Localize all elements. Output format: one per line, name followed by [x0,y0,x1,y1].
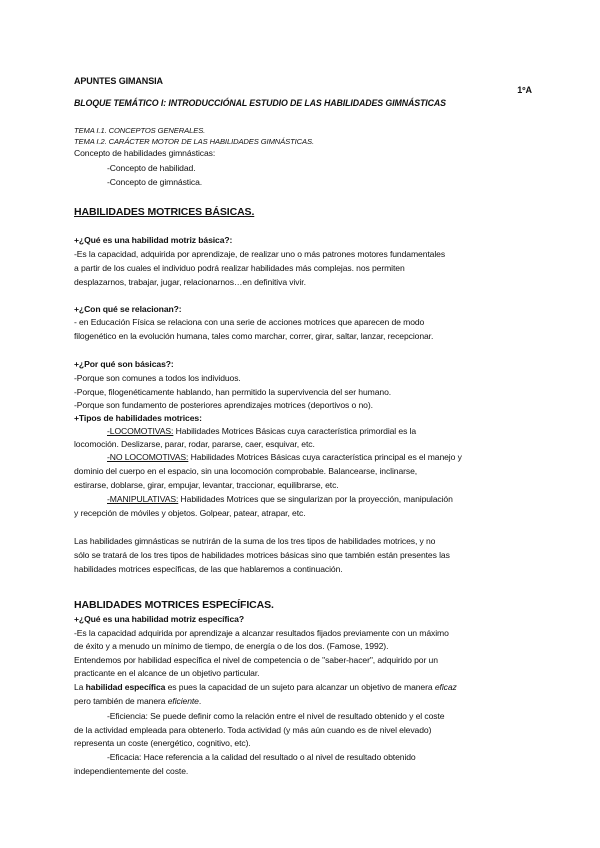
eficiencia-line: -Eficiencia: Se puede definir como la relación entre el nivel de resultado obtenido y el coste [107,711,445,721]
eficacia-line: independientemente del coste. [74,766,189,776]
summary-line: sólo se tratará de los tres tipos de habilidades motrices básicas sino que también están presentes las [74,550,450,560]
tipo-locomotivas [107,426,416,437]
eficiencia-line: de la actividad empleada para obtenerlo. Toda actividad (y más aún cuando es de nivel elevado) [74,725,432,735]
answer-line: de éxito y a menudo un mínimo de tiempo, de energía o de los dos. (Famose, 1992). [74,641,389,651]
tipo-cont: y recepción de móviles y objetos. Golpear, patear, atrapar, etc. [74,508,306,518]
tipo-cont: locomoción. Deslizarse, parar, rodar, pararse, caer, esquivar, etc. [74,439,315,449]
tipo-text: Habilidades Motrices Básicas cuya característica principal es el manejo y [188,452,462,462]
tipo-manipulativas [107,494,453,505]
text-run-bold: habilidad específica [85,682,166,692]
summary-line: Las habilidades gimnásticas se nutrirán de la suma de los tres tipos de habilidades motrices, y no [74,536,436,546]
tipo-label: -LOCOMOTIVAS: [107,426,174,436]
answer-line: -Es la capacidad adquirida por aprendizaje a alcanzar resultados fijados previamente con un máximo [74,628,449,638]
definition-line [74,696,201,707]
tipo-cont: estirarse, doblarse, girar, empujar, levantar, traccionar, equilibrarse, etc. [74,480,339,490]
question: +¿Por qué son básicas?: [74,359,174,369]
tipo-text: Habilidades Motrices que se singularizan por la proyección, manipulación [178,494,453,504]
text-run: . [198,696,202,706]
answer-line: -Porque, filogenéticamente hablando, han permitido la supervivencia del ser humano. [74,387,392,397]
answer-line: -Es la capacidad, adquirida por aprendizaje, de realizar uno o más patrones motores fundamentales [74,249,446,259]
tipo-cont: dominio del cuerpo en el espacio, sin una locomoción comprobable. Balancearse, inclinarse, [74,466,418,476]
text-run: La [74,682,86,692]
answer-line: desplazarnos, trabajar, jugar, relacionarnos…en definitiva vivir. [74,277,306,287]
tipo-no-locomotivas [107,452,462,463]
tipo-text: Habilidades Motrices Básicas cuya característica primordial es la [173,426,417,436]
concepto-item: -Concepto de habilidad. [107,163,196,173]
tipo-label: -MANIPULATIVAS: [107,494,179,504]
answer-line: -Porque son comunes a todos los individuos. [74,373,241,383]
question: +¿Qué es una habilidad motriz básica?: [74,235,233,245]
summary-line: habilidades motrices específicas, de las que hablaremos a continuación. [74,564,343,574]
definition-line [74,682,457,693]
grade-label: 1ºA [517,85,532,95]
text-run: es pues la capacidad de un sujeto para alcanzar un objetivo de manera [165,682,435,692]
answer-line: -Porque son fundamento de posteriores aprendizajes motrices (deportivos o no). [74,400,373,410]
eficacia-line: -Eficacia: Hace referencia a la calidad del resultado o al nivel de resultado obtenido [107,752,416,762]
concepto-item: -Concepto de gimnástica. [107,177,203,187]
doc-title: APUNTES GIMANSIA [74,76,163,86]
text-run: pero también de manera [74,696,168,706]
answer-line: - en Educación Física se relaciona con una serie de acciones motrices que aparecen de modo [74,317,425,327]
tema-1: TEMA I.1. CONCEPTOS GENERALES. [74,126,206,135]
section-heading-basicas: HABILIDADES MOTRICES BÁSICAS. [74,206,255,218]
question: +¿Con qué se relacionan?: [74,304,182,314]
tipos-title: +Tipos de habilidades motrices: [74,413,202,423]
answer-line: a partir de los cuales el individuo podrá realizar habilidades más complejas. nos permiten [74,263,405,273]
bloque-title: BLOQUE TEMÁTICO I: INTRODUCCIÓNAL ESTUDIO DE LAS HABILIDADES GIMNÁSTICAS [74,98,446,108]
answer-line: filogenético en la evolución humana, tales como marchar, correr, girar, saltar, lanzar, recepcionar. [74,331,434,341]
text-run-italic: eficiente [167,696,199,706]
tema-2: TEMA I.2. CARÁCTER MOTOR DE LAS HABILIDADES GIMNÁSTICAS. [74,137,314,146]
section-heading-especificas: HABLIDADES MOTRICES ESPECÍFICAS. [74,599,274,611]
answer-line: Entendemos por habilidad específica el nivel de competencia o de "saber-hacer", adquirido por un [74,655,438,665]
question: +¿Qué es una habilidad motriz específica? [74,614,244,624]
answer-line: practicante en el alcance de un objetivo particular. [74,668,260,678]
text-run-italic: eficaz [434,682,457,692]
concepto-title: Concepto de habilidades gimnásticas: [74,148,216,158]
eficiencia-line: representa un coste (energético, cognitivo, etc). [74,738,251,748]
tipo-label: -NO LOCOMOTIVAS: [107,452,189,462]
